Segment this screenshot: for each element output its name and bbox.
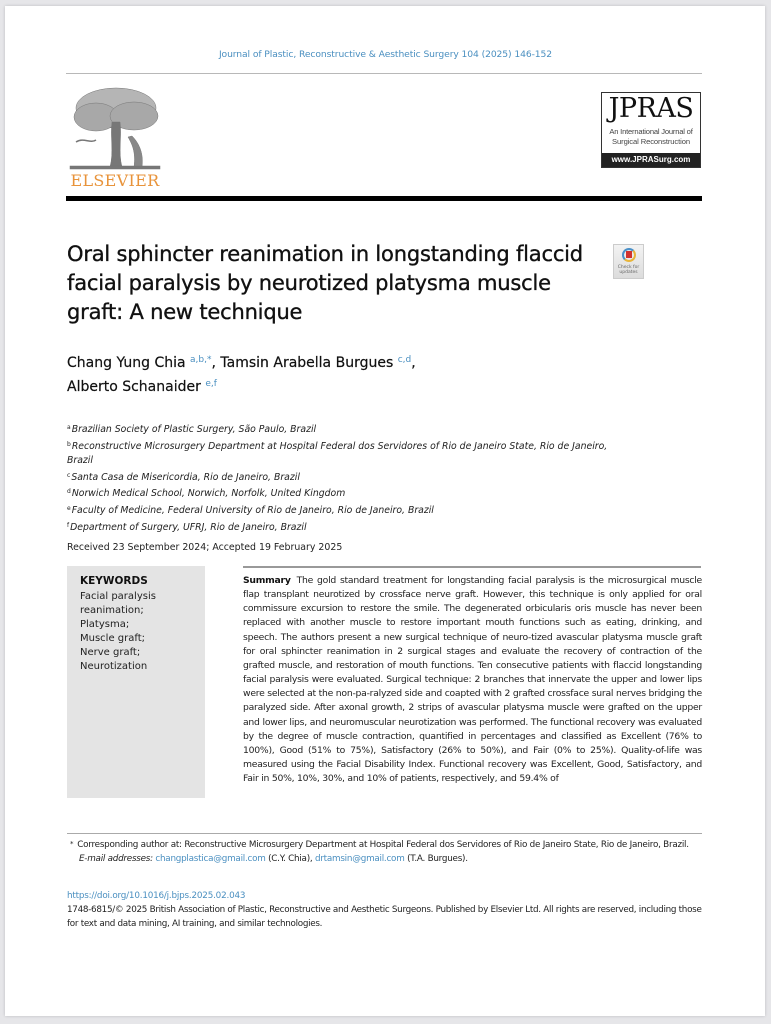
author-name: Alberto Schanaider bbox=[67, 379, 201, 395]
author-name: Chang Yung Chia bbox=[67, 355, 186, 371]
summary-divider bbox=[243, 566, 701, 568]
email-link-burgues[interactable]: drtamsin@gmail.com bbox=[314, 853, 405, 864]
masthead-divider bbox=[66, 196, 702, 201]
keyword-item: reanimation; bbox=[80, 605, 144, 616]
keyword-item: Nerve graft; bbox=[80, 647, 141, 658]
email-link-chia[interactable]: changplastica@gmail.com bbox=[155, 853, 266, 864]
check-updates-label-1: Check for bbox=[617, 265, 640, 270]
jpras-journal-logo bbox=[601, 92, 701, 168]
email-owner-burgues: (T.A. Burgues). bbox=[407, 853, 468, 864]
copyright-notice: 1748-6815/© 2025 British Association of Plastic, Reconstructive and Aesthetic Surgeons. Published by Elsevier Ltd. All rights are reserved, including those for text and data mining, AI training, and similar technologies. bbox=[67, 905, 702, 929]
keyword-item: Neurotization bbox=[80, 661, 148, 672]
corresponding-mark: * bbox=[70, 840, 74, 848]
affiliation-key: e bbox=[67, 504, 71, 512]
affiliation-text: Faculty of Medicine, Federal University of Rio de Janeiro, Rio de Janeiro, Brazil bbox=[71, 504, 434, 516]
keyword-item: Muscle graft; bbox=[80, 633, 146, 644]
keywords-heading: KEYWORDS bbox=[80, 575, 148, 587]
corresponding-text: Corresponding author at: Reconstructive Microsurgery Department at Hospital Federal dos Servidores of Rio de Janeiro State, Rio de Janeiro, Brazil. bbox=[77, 840, 689, 850]
check-for-updates-button[interactable] bbox=[613, 244, 644, 279]
keyword-item: Facial paralysis bbox=[80, 591, 156, 602]
keywords-panel bbox=[67, 566, 205, 798]
affiliation-text: Norwich Medical School, Norwich, Norfolk, United Kingdom bbox=[71, 488, 346, 500]
keywords-list bbox=[80, 590, 156, 674]
affiliation-key: d bbox=[67, 488, 71, 496]
author-list bbox=[67, 350, 627, 398]
affiliation-key: a bbox=[67, 424, 71, 431]
affiliation-item bbox=[67, 469, 627, 486]
corresponding-author-footnote bbox=[67, 838, 703, 866]
affiliation-item bbox=[67, 438, 627, 469]
affiliation-item bbox=[67, 421, 627, 438]
author-separator: , bbox=[211, 355, 221, 371]
author-affiliation-link[interactable]: e,f bbox=[205, 379, 217, 389]
affiliation-item bbox=[67, 485, 627, 502]
affiliations bbox=[67, 421, 627, 535]
email-owner-chia: (C.Y. Chia), bbox=[268, 853, 313, 864]
corresponding-note bbox=[67, 838, 703, 853]
affiliation-item bbox=[67, 502, 627, 519]
abstract-summary bbox=[243, 574, 702, 786]
affiliation-text: Department of Surgery, UFRJ, Rio de Janeiro, Brazil bbox=[70, 521, 307, 533]
affiliation-text: Santa Casa de Misericordia, Rio de Janeiro, Brazil bbox=[71, 471, 300, 483]
author-affiliation-link[interactable]: c,d bbox=[397, 355, 412, 365]
check-updates-label-2: updates bbox=[619, 270, 638, 275]
author-affiliation-link[interactable]: a,b,* bbox=[190, 355, 212, 365]
email-addresses bbox=[67, 853, 703, 867]
affiliation-key: f bbox=[67, 521, 70, 529]
summary-text: The gold standard treatment for longstanding facial paralysis is the microsurgical muscle flap transplant neurotized by crossface nerve graft. However, this technique is only applied for oral commissure excursion to restore the smile. The degenerated orbicularis oris muscle has never been replaced with another muscle to restore important mouth functions such as eating, drinking, and speech. The authors present a new surgical technique of neuro-tized avascular platysma muscle graft for oral sphincter reanimation in 2 surgical stages and evaluate the recovery of contraction of the grafted muscle, and restoration of mouth functions. Ten consecutive patients with flaccid longstanding facial paralysis were evaluated. Surgical technique: 2 branches that innervate the upper and lower lips were selected at the non-pa-ralyzed side and coapted with 2 grafted crossface sural nerves bridging the paralyzed side. After axonal growth, 2 strips of avascular platysma muscle were grafted on the upper and lower lips, and neuromuscular neurotization was performed. The functional recovery was evaluated by the degree of muscle contraction, quantified in percentages and classified as Excellent (76% to 100%), Good (51% to 75%), Satisfactory (26% to 50%), and Fair (0% to 25%). Quality-of-life was measured using the Facial Disability Index. Functional recovery was Excellent, Good, Satisfactory, and Fair in 50%, 10%, 30%, and 10% of patients, respectively, and 59.4% of bbox=[243, 575, 702, 785]
jpras-title: JPRAS bbox=[608, 93, 694, 124]
affiliation-text: Brazilian Society of Plastic Surgery, São Paulo, Brazil bbox=[71, 424, 317, 435]
article-title: Oral sphincter reanimation in longstanding flaccid facial paralysis by neurotized platysma muscle graft: A new technique bbox=[67, 242, 583, 324]
received-dates: Received 23 September 2024; Accepted 19 February 2025 bbox=[67, 542, 343, 553]
email-label: E-mail addresses: bbox=[79, 853, 153, 864]
jpras-url[interactable]: www.JPRASurg.com bbox=[602, 153, 700, 167]
jpras-subtitle: An International Journal of bbox=[609, 127, 693, 136]
check-updates-label bbox=[614, 265, 643, 275]
affiliation-key: c bbox=[67, 471, 71, 479]
affiliation-text: Reconstructive Microsurgery Department at Hospital Federal dos Servidores of Rio de Janeiro State, Rio de Janeiro, Brazil bbox=[67, 440, 608, 467]
doi-link[interactable]: https://doi.org/10.1016/j.bjps.2025.02.043 bbox=[67, 891, 246, 901]
header-divider bbox=[66, 73, 702, 74]
jpras-subtitle-2: Surgical Reconstruction bbox=[612, 137, 690, 146]
author-name: Tamsin Arabella Burgues bbox=[220, 355, 394, 371]
elsevier-wordmark: ELSEVIER bbox=[70, 171, 160, 190]
author-separator: , bbox=[411, 355, 416, 371]
affiliation-key: b bbox=[67, 440, 71, 448]
running-head: Journal of Plastic, Reconstructive & Aesthetic Surgery 104 (2025) 146-152 bbox=[218, 49, 553, 60]
summary-label: Summary bbox=[243, 575, 291, 586]
keyword-item: Platysma; bbox=[80, 619, 130, 630]
bookmark-ribbon-icon bbox=[626, 251, 632, 258]
footnote-divider bbox=[67, 833, 702, 834]
affiliation-item bbox=[67, 519, 627, 536]
